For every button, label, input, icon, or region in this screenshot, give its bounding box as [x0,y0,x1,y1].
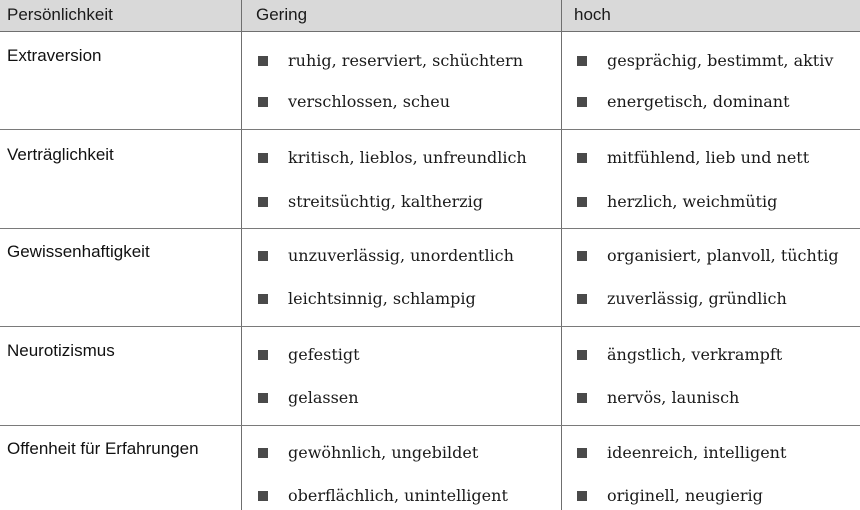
square-bullet-icon [258,251,268,261]
trait-label: Gewissenhaftigkeit [7,242,150,261]
square-bullet-icon [577,393,587,403]
square-bullet-icon [577,350,587,360]
square-bullet-icon [258,197,268,207]
square-bullet-icon [258,491,268,501]
square-bullet-icon [577,56,587,66]
square-bullet-icon [258,393,268,403]
square-bullet-icon [258,294,268,304]
square-bullet-icon [258,350,268,360]
table-row: Gewissenhaftigkeit unzuverlässig, unordentlich leichtsinnig, schlampig organisiert, planvoll, tüchtig zuverlässig, gründlich [7,242,839,308]
trait-label: Neurotizismus [7,341,115,360]
square-bullet-icon [577,294,587,304]
square-bullet-icon [258,97,268,107]
table-row: Extraversion ruhig, reserviert, schüchtern verschlossen, scheu gesprächig, bestimmt, aktiv energetisch, dominant [7,46,834,111]
square-bullet-icon [258,153,268,163]
trait-label: Verträglichkeit [7,145,114,164]
square-bullet-icon [577,491,587,501]
trait-label: Offenheit für Erfahrungen [7,439,199,458]
table-row: Offenheit für Erfahrungen gewöhnlich, ungebildet oberflächlich, unintelligent ideenreich, intelligent originell, neugierig [7,439,787,505]
table-row: Neurotizismus gefestigt gelassen ängstlich, verkrampft nervös, launisch [7,341,783,407]
square-bullet-icon [577,448,587,458]
table-row: Verträglichkeit kritisch, lieblos, unfreundlich streitsüchtig, kaltherzig mitfühlend, lieb und nett herzlich, weichmütig [7,145,810,211]
trait-label: Extraversion [7,46,102,65]
header-high: hoch [574,5,611,24]
square-bullet-icon [577,153,587,163]
square-bullet-icon [577,197,587,207]
header-low: Gering [256,5,308,24]
square-bullet-icon [258,56,268,66]
header-personality: Persönlichkeit [7,5,113,24]
table-header [0,0,860,32]
square-bullet-icon [577,97,587,107]
square-bullet-icon [258,448,268,458]
square-bullet-icon [577,251,587,261]
